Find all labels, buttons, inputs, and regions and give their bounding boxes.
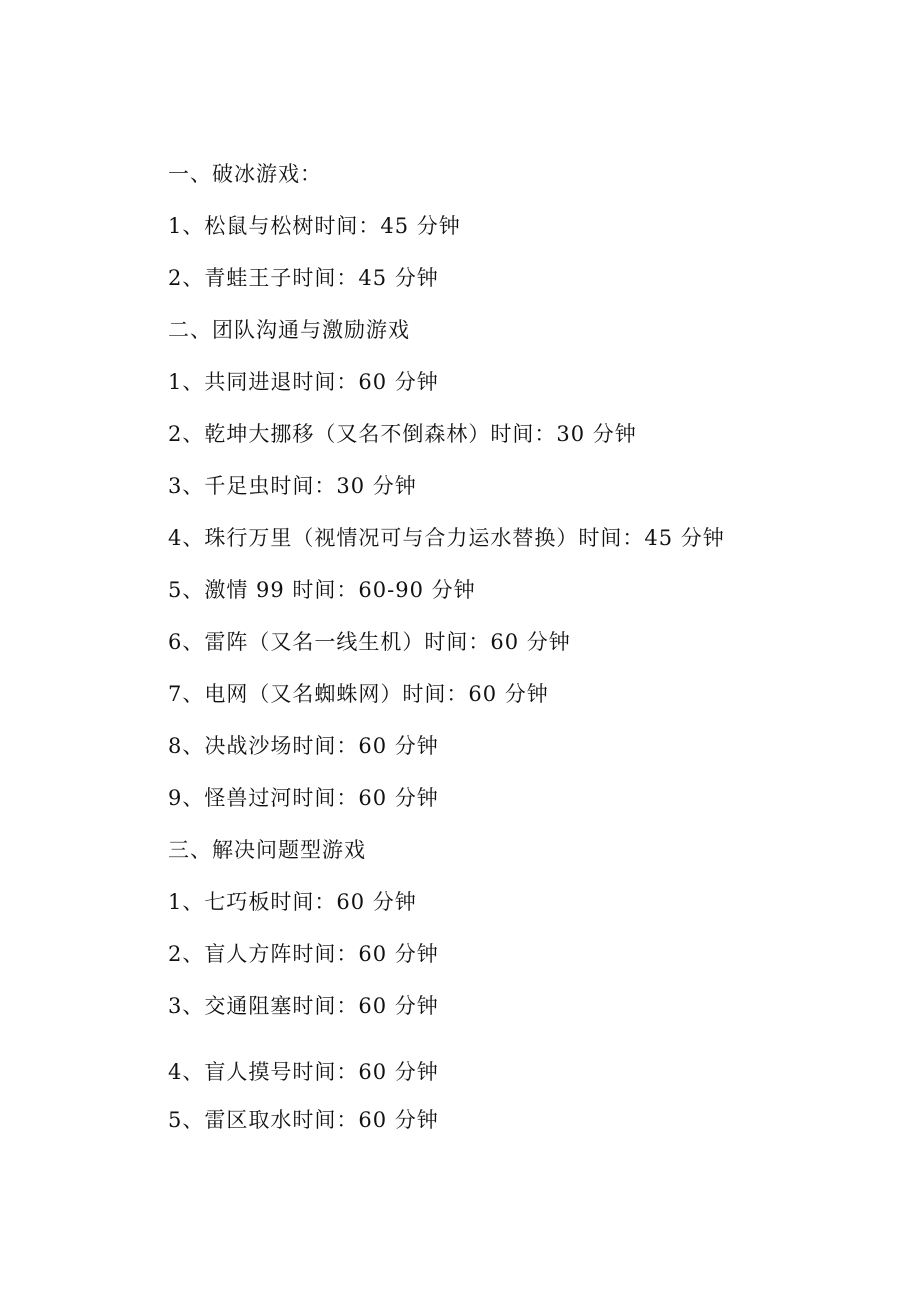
list-item: 5、激情 99 时间：60-90 分钟 bbox=[168, 578, 476, 602]
list-item: 1、共同进退时间：60 分钟 bbox=[168, 370, 439, 394]
section-heading-problem-solving: 三、解决问题型游戏 bbox=[168, 838, 366, 862]
list-item: 2、盲人方阵时间：60 分钟 bbox=[168, 942, 439, 966]
document-body bbox=[168, 154, 868, 1148]
list-item: 4、珠行万里（视情况可与合力运水替换）时间：45 分钟 bbox=[168, 526, 725, 550]
list-item: 3、交通阻塞时间：60 分钟 bbox=[168, 994, 439, 1018]
list-item: 9、怪兽过河时间：60 分钟 bbox=[168, 786, 439, 810]
section-heading-team-communication: 二、团队沟通与激励游戏 bbox=[168, 318, 410, 342]
list-item: 8、决战沙场时间：60 分钟 bbox=[168, 734, 439, 758]
list-item: 1、七巧板时间：60 分钟 bbox=[168, 890, 417, 914]
section-heading-icebreaker: 一、破冰游戏： bbox=[168, 162, 322, 186]
list-item: 5、雷区取水时间：60 分钟 bbox=[168, 1108, 439, 1132]
list-item: 4、盲人摸号时间：60 分钟 bbox=[168, 1060, 439, 1084]
list-item: 2、乾坤大挪移（又名不倒森林）时间：30 分钟 bbox=[168, 422, 637, 446]
list-item: 1、松鼠与松树时间：45 分钟 bbox=[168, 214, 461, 238]
list-item: 7、电网（又名蜘蛛网）时间：60 分钟 bbox=[168, 682, 549, 706]
list-item: 2、青蛙王子时间：45 分钟 bbox=[168, 266, 439, 290]
list-item: 3、千足虫时间：30 分钟 bbox=[168, 474, 417, 498]
list-item: 6、雷阵（又名一线生机）时间：60 分钟 bbox=[168, 630, 571, 654]
